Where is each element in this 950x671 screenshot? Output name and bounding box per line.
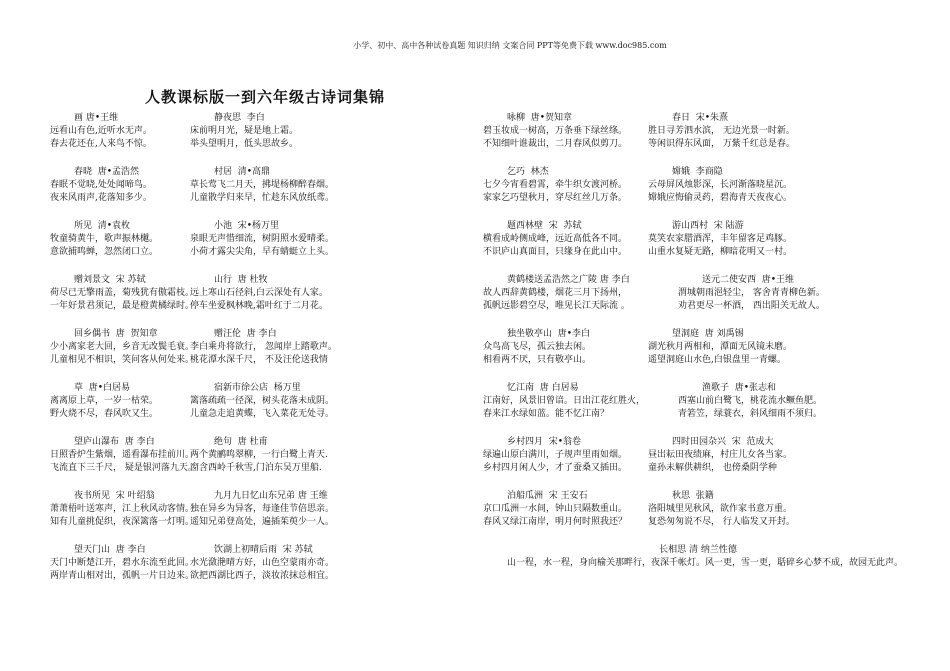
poem-line: 相看两不厌，只有敬亭山。: [483, 355, 592, 365]
poem-heading: 山行 唐 杜牧: [214, 275, 268, 285]
poem-line: 乡村四月闲人少，才了蚕桑又插田。: [483, 463, 628, 473]
poem-heading: 独坐敬亭山 唐•李白: [507, 329, 591, 339]
poem-line: 故人西辞黄鹤楼，烟花三月下扬州，: [483, 288, 628, 298]
poem-line: 洛阳城里见秋风，欲作家书意万重。: [648, 504, 793, 514]
poem-heading: 题西林壁 宋 苏轼: [507, 221, 582, 231]
poem-line: 儿童相见不相识，笑问客从何处来。: [50, 355, 195, 365]
poem-heading: 小池 宋•杨万里: [214, 221, 280, 231]
poem-pair-block: [483, 436, 913, 475]
poem-line: 七夕今宵看碧霄，牵牛织女渡河桥。: [483, 180, 628, 190]
poem-line: 嫦娥应悔偷灵药，碧海青天夜夜心。: [648, 193, 793, 203]
poem-heading: 渔歌子 唐•张志和: [702, 383, 777, 393]
poem-heading: 村居 清•高鼎: [214, 167, 271, 177]
poem-line: 湖光秋月两相和，潭面无风镜未磨。: [648, 342, 793, 352]
poem-heading: 宿新市徐公店 杨万里: [214, 383, 301, 393]
poem-pair-block: [483, 490, 913, 529]
poem-pair-block: [483, 382, 913, 421]
poem-line: 野火烧不尽，春风吹又生。: [50, 409, 159, 419]
poem-line: 春来江水绿如蓝。能不忆江南？: [483, 409, 610, 419]
poem-heading: 长相思 清 纳兰性德: [659, 545, 737, 555]
poem-line: 两岸青山相对出，孤帆一片日边来。: [50, 571, 195, 581]
poem-line: 渭城朝雨浥轻尘， 客舍青青柳色新。: [678, 288, 825, 298]
poem-line: 京口瓜洲一水间，钟山只隔数重山。: [483, 504, 628, 514]
poem-line: 意欲捕鸣蝉，忽然闭口立。: [50, 247, 159, 257]
poem-heading: 嫦娥 李商隐: [672, 167, 723, 177]
poem-line: 山重水复疑无路，柳暗花明又一村。: [648, 247, 793, 257]
poem-pair-block: [483, 328, 913, 367]
poem-line: 春风又绿江南岸，明月何时照我还？: [483, 517, 628, 527]
poem-heading: 望洞庭 唐 刘禹锡: [672, 329, 744, 339]
poem-heading: 春晓 唐•孟浩然: [74, 167, 140, 177]
poem-line: 荷尽已无擎雨盖，菊残犹有傲霜枝。: [50, 288, 195, 298]
poem-line: 春眠不觉晓,处处闻啼鸟。: [50, 180, 152, 190]
poem-pair-block: [483, 274, 913, 313]
poem-line: 天门中断楚江开，碧水东流至此回。: [50, 558, 195, 568]
poem-heading: 黄鹤楼送孟浩然之广陵 唐 李白: [507, 275, 630, 285]
poem-line: 远看山有色,近听水无声。: [50, 126, 152, 136]
poem-line: 远上寒山石径斜,白云深处有人家。: [190, 288, 328, 298]
poem-line: 欲把西湖比西子，淡妆浓抹总相宜。: [190, 571, 335, 581]
poem-heading: 秋思 张籍: [672, 491, 714, 501]
poem-heading: 画 唐•王维: [74, 113, 119, 123]
poem-line: 孤帆远影碧空尽，唯见长江天际流 。: [483, 301, 630, 311]
poem-pair-block: [483, 166, 913, 205]
poem-line: 碧玉妆成一树高，万条垂下绿丝绦。: [483, 126, 628, 136]
poem-line: 一年好景君须记，最是橙黄橘绿时。: [50, 301, 195, 311]
poem-line: 萧萧梧叶送寒声，江上秋风动客情。: [50, 504, 195, 514]
poem-line: 夜来风雨声,花落知多少。: [50, 193, 152, 203]
poem-line: 胜日寻芳泗水滨， 无边光景一时新。: [648, 126, 795, 136]
poem-line: 李白乘舟将欲行， 忽闻岸上踏歌声。: [190, 342, 337, 352]
poem-heading: 赠汪伦 唐 李白: [214, 329, 277, 339]
poem-pair-block: [50, 490, 465, 529]
poem-pair-block: [50, 436, 465, 475]
poem-line: 泉眼无声惜细流，树阴照水爱晴柔。: [190, 234, 335, 244]
poem-heading: 游山西村 宋 陆游: [672, 221, 744, 231]
poem-line: 停车坐爱枫林晚,霜叶红于二月花。: [190, 301, 328, 311]
poem-pair-block: [50, 166, 465, 205]
poem-heading: 所见 清•袁枚: [74, 221, 131, 231]
poem-line: 昼出耘田夜绩麻，村庄儿女各当家。: [648, 450, 793, 460]
poem-line: 劝君更尽一杯酒， 西出阳关无故人。: [678, 301, 825, 311]
poem-pair-block: [50, 544, 465, 583]
poem-line: 少小离家老大回，乡音无改鬓毛衰。: [50, 342, 195, 352]
poem-pair-block: [50, 112, 465, 151]
poem-line: 篱落疏疏一径深，树头花落未成阴。: [190, 396, 335, 406]
poem-pair-block: [50, 274, 465, 313]
poem-heading: 夜书所见 宋 叶绍翁: [74, 491, 155, 501]
poem-line: 知有儿童挑促织，夜深篱落一灯明。: [50, 517, 195, 527]
poem-line: 莫笑农家腊酒浑，丰年留客足鸡豚。: [648, 234, 793, 244]
poem-line: 云母屏风烛影深，长河渐落晓星沉。: [648, 180, 793, 190]
poem-heading: 赠刘景文 宋 苏轼: [74, 275, 146, 285]
poem-line: 等闲识得东风面， 万紫千红总是春。: [648, 139, 795, 149]
poem-line: 牧童骑黄牛，歌声振林樾。: [50, 234, 159, 244]
poem-pair-block: [483, 544, 913, 570]
poem-line: 不知细叶谁裁出，二月春风似剪刀。: [483, 139, 628, 149]
left-column: [50, 112, 465, 598]
poem-pair-block: [50, 382, 465, 421]
poem-heading: 绝句 唐 杜甫: [214, 437, 268, 447]
poem-text: 山一程，水一程，身向榆关那畔行，夜深千帐灯。风一更，雪一更，聒碎乡心梦不成，故园无此声。: [507, 558, 904, 568]
poem-heading: 咏柳 唐•贺知章: [507, 113, 573, 123]
page-header-note: 小学、初中、高中各种试卷真题 知识归纳 文案合同 PPT等免费下载 www.doc985.com: [353, 41, 667, 50]
right-column: [483, 112, 913, 585]
poem-line: 床前明月光，疑是地上霜。: [190, 126, 299, 136]
poem-line: 江南好，风景旧曾谙。日出江花红胜火，: [483, 396, 646, 406]
poem-line: 复恐匆匆说不尽， 行人临发又开封。: [648, 517, 795, 527]
poem-pair-block: [483, 220, 913, 259]
poem-heading: 送元二使安西 唐•王维: [702, 275, 795, 285]
poem-heading: 草 唐•白居易: [74, 383, 131, 393]
poem-line: 水光潋滟晴方好，山色空蒙雨亦奇。: [190, 558, 335, 568]
poem-heading: 泊船瓜洲 宋 王安石: [507, 491, 588, 501]
poem-line: 不识庐山真面目，只缘身在此山中。: [483, 247, 628, 257]
poem-heading: 四时田园杂兴 宋 范成大: [672, 437, 774, 447]
poem-heading: 乞巧 林杰: [507, 167, 549, 177]
poem-heading: 回乡偶书 唐 贺知章: [74, 329, 158, 339]
poem-heading: 望庐山瀑布 唐 李白: [74, 437, 155, 447]
poem-line: 童孙未解供耕织， 也傍桑阴学种: [648, 463, 777, 473]
poem-line: 绿遍山原白满川，子规声里雨如烟。: [483, 450, 628, 460]
poem-heading: 饮湖上初晴后雨 宋 苏轼: [214, 545, 313, 555]
poem-pair-block: [483, 112, 913, 151]
poem-heading: 望天门山 唐 李白: [74, 545, 146, 555]
poem-line: 春去花还在,人来鸟不惊。: [50, 139, 152, 149]
poem-line: 窗含西岭千秋雪,门泊东吴万里船.: [190, 463, 322, 473]
poem-pair-block: [50, 328, 465, 367]
poem-heading: 乡村四月 宋•翁卷: [507, 437, 582, 447]
poem-line: 遥望洞庭山水色,白银盘里一青螺。: [648, 355, 786, 365]
poem-heading: 静夜思 李白: [214, 113, 265, 123]
poem-line: 草长莺飞二月天，拂堤杨柳醉春烟。: [190, 180, 335, 190]
page-title: 人教课标版一到六年级古诗词集锦: [145, 88, 386, 106]
poem-line: 儿童散学归来早，忙趁东风放纸鸢。: [190, 193, 335, 203]
poem-pair-block: [50, 220, 465, 259]
poem-line: 小荷才露尖尖角，早有蜻蜓立上头。: [190, 247, 335, 257]
poem-heading: 春日 宋•朱熹: [672, 113, 729, 123]
poem-line: 日照香炉生紫烟，遥看瀑布挂前川。: [50, 450, 195, 460]
poem-line: 西塞山前白鹭飞，桃花流水鳜鱼肥。: [678, 396, 823, 406]
poem-line: 青箬笠，绿蓑衣，斜风细雨不须归。: [678, 409, 823, 419]
poem-heading: 九月九日忆山东兄弟 唐 王维: [214, 491, 328, 501]
poem-line: 举头望明月，低头思故乡。: [190, 139, 299, 149]
poem-line: 横看成岭侧成峰，远近高低各不同。: [483, 234, 628, 244]
poem-line: 儿童急走追黄蝶，飞入菜花无处寻。: [190, 409, 335, 419]
poem-line: 独在异乡为异客，每逢佳节倍思亲。: [190, 504, 335, 514]
poem-line: 飞流直下三千尺， 疑是银河落九天。: [50, 463, 197, 473]
poem-heading: 忆江南 唐 白居易: [507, 383, 579, 393]
poem-line: 众鸟高飞尽，孤云独去闲。: [483, 342, 592, 352]
poem-line: 家家乞巧望秋月，穿尽红丝几万条。: [483, 193, 628, 203]
poem-line: 桃花潭水深千尺， 不及汪伦送我情: [190, 355, 328, 365]
poem-line: 遥知兄弟登高处，遍插茱萸少一人。: [190, 517, 335, 527]
poem-line: 两个黄鹂鸣翠柳，一行白鹭上青天.: [190, 450, 328, 460]
poem-line: 离离原上草，一岁一枯荣。: [50, 396, 159, 406]
